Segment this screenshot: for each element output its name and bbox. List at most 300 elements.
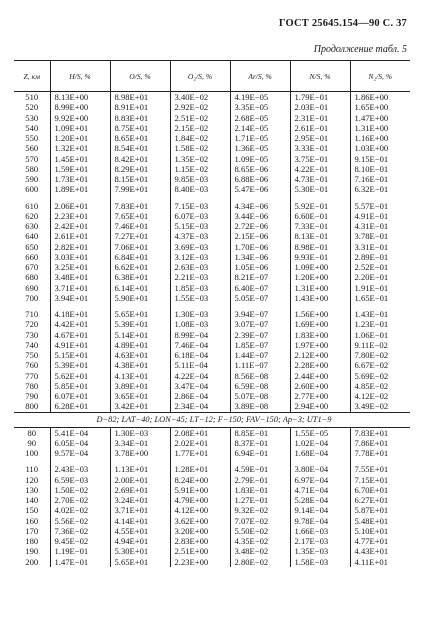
value-cell: 1.85E−03 [170,283,230,293]
value-cell: 6.88E−06 [230,174,290,184]
value-cell: 1.71E−05 [230,133,290,143]
table-row [14,283,410,293]
table-row [14,319,410,329]
table-row [14,154,410,164]
altitude-cell: 170 [25,525,39,536]
value-cell: 4.22E−04 [170,371,230,381]
value-cell: 2.02E+01 [170,438,230,448]
altitude-cell: 130 [25,484,39,495]
value-cell: 8.37E−01 [230,438,290,448]
value-cell: 7.86E+01 [350,438,410,448]
value-cell: 1.30E−03 [110,427,170,438]
column-header: O/S, % [110,61,170,92]
value-cell: 1.69E+00 [290,319,350,329]
value-cell: 5.15E+01 [50,350,110,360]
parameters-row [14,412,410,427]
value-cell: 1.50E−02 [50,485,110,495]
value-cell: 2.61E−01 [290,123,350,133]
table-row [14,371,410,381]
table-row [14,221,410,231]
altitude-cell: 750 [25,350,39,360]
value-cell: 5.47E−06 [230,184,290,194]
table-row [14,526,410,536]
value-cell: 1.47E+00 [350,113,410,123]
table-row [14,464,410,474]
data-table [14,60,410,567]
value-cell: 8.75E+01 [110,123,170,133]
value-cell: 5.65E+01 [110,309,170,319]
altitude-cell: 630 [25,221,39,231]
column-header: Z, км [14,61,50,92]
value-cell: 7.46E+01 [110,221,170,231]
value-cell: 3.49E−02 [350,401,410,412]
altitude-cell: 650 [25,241,39,252]
value-cell: 1.91E−01 [350,283,410,293]
value-cell: 2.23E+01 [50,211,110,221]
value-cell: 7.06E+01 [110,242,170,252]
value-cell: 2.52E−01 [350,262,410,272]
value-cell: 1.45E+01 [50,154,110,164]
value-cell: 2.28E+00 [290,360,350,370]
value-cell: 2.44E+00 [290,371,350,381]
value-cell: 2.17E−03 [290,536,350,546]
value-cell: 7.55E+01 [350,464,410,474]
value-cell: 8.40E−03 [170,184,230,194]
value-cell: 3.94E+01 [50,293,110,303]
altitude-cell: 80 [27,427,37,438]
altitude-cell: 150 [25,505,39,516]
value-cell: 4.35E−02 [230,536,290,546]
value-cell: 1.84E−02 [170,133,230,143]
value-cell: 4.94E+01 [110,536,170,546]
value-cell: 1.09E+00 [290,262,350,272]
value-cell: 7.46E−04 [170,340,230,350]
value-cell: 4.91E+01 [50,340,110,350]
altitude-cell: 620 [25,210,39,221]
value-cell: 1.77E+01 [170,448,230,458]
value-cell: 4.79E+00 [170,495,230,505]
column-header: H/S, % [50,61,110,92]
value-cell: 1.19E−01 [50,546,110,556]
altitude-cell: 510 [25,92,39,102]
value-cell: 1.35E−02 [170,154,230,164]
value-cell: 4.73E−01 [290,174,350,184]
value-cell: 8.98E+01 [110,92,170,103]
value-cell: 9.11E−02 [350,340,410,350]
value-cell: 6.62E+01 [110,262,170,272]
value-cell: 6.84E+01 [110,252,170,262]
altitude-cell: 570 [25,153,39,164]
value-cell: 1.08E−03 [170,319,230,329]
table-row [14,330,410,340]
value-cell: 6.60E−01 [290,211,350,221]
value-cell: 3.71E+01 [110,505,170,515]
value-cell: 8.65E+01 [110,133,170,143]
altitude-cell: 200 [25,556,39,567]
value-cell: 7.83E+01 [110,201,170,211]
value-cell: 3.07E−07 [230,319,290,329]
table-row [14,102,410,112]
value-cell: 5.05E−07 [230,293,290,303]
value-cell: 6.67E−02 [350,360,410,370]
value-cell: 2.43E−03 [50,464,110,474]
value-cell: 1.31E+00 [290,283,350,293]
value-cell: 6.18E−04 [170,350,230,360]
altitude-cell: 770 [25,370,39,381]
table-row [14,485,410,495]
value-cell: 4.37E−03 [170,231,230,241]
value-cell: 2.89E−01 [350,252,410,262]
value-cell: 6.40E−07 [230,283,290,293]
value-cell: 6.97E−04 [290,475,350,485]
value-cell: 4.77E+01 [350,536,410,546]
value-cell: 1.20E+01 [50,133,110,143]
value-cell: 2.14E−05 [230,123,290,133]
value-cell: 9.93E−01 [290,252,350,262]
value-cell: 2.15E−02 [170,123,230,133]
value-cell: 1.32E+01 [50,143,110,153]
value-cell: 8.54E+01 [110,143,170,153]
value-cell: 2.03E−01 [290,102,350,112]
table-row [14,448,410,458]
value-cell: 5.30E−01 [290,184,350,194]
table-row [14,505,410,515]
value-cell: 5.39E+01 [110,319,170,329]
value-cell: 1.27E−01 [230,495,290,505]
value-cell: 2.92E−02 [170,102,230,112]
value-cell: 1.66E−03 [290,526,350,536]
value-cell: 3.78E+00 [110,448,170,458]
table-row [14,201,410,211]
value-cell: 1.31E+00 [350,123,410,133]
value-cell: 2.39E−07 [230,330,290,340]
value-cell: 4.22E−01 [290,164,350,174]
value-cell: 2.94E+00 [290,401,350,412]
table-row [14,546,410,556]
value-cell: 3.20E+00 [170,526,230,536]
value-cell: 6.94E−01 [230,448,290,458]
value-cell: 3.25E+01 [50,262,110,272]
value-cell: 5.39E+01 [50,360,110,370]
value-cell: 1.68E−04 [290,448,350,458]
value-cell: 9.78E−04 [290,516,350,526]
value-cell: 5.57E−01 [350,201,410,211]
table-row [14,92,410,103]
value-cell: 8.56E−08 [230,371,290,381]
value-cell: 1.55E−03 [170,293,230,303]
altitude-cell: 600 [25,184,39,195]
altitude-cell: 90 [27,437,37,448]
value-cell: 5.07E−08 [230,391,290,401]
table-row [14,133,410,143]
value-cell: 5.28E−04 [290,495,350,505]
value-cell: 3.62E+00 [170,516,230,526]
altitude-cell: 180 [25,536,39,546]
table-row [14,262,410,272]
value-cell: 1.85E−07 [230,340,290,350]
altitude-cell: 780 [25,380,39,391]
value-cell: 8.99E−04 [170,330,230,340]
value-cell: 1.30E−03 [170,309,230,319]
table-row [14,516,410,526]
value-cell: 8.15E+01 [110,174,170,184]
value-cell: 1.28E+01 [170,464,230,474]
value-cell: 3.44E−06 [230,211,290,221]
value-cell: 8.85E−01 [230,427,290,438]
value-cell: 5.65E+01 [110,557,170,567]
value-cell: 2.31E−01 [290,113,350,123]
value-cell: 7.15E+01 [350,475,410,485]
value-cell: 2.08E+01 [170,427,230,438]
value-cell: 1.43E−01 [350,309,410,319]
value-cell: 3.94E−07 [230,309,290,319]
value-cell: 6.14E+01 [110,283,170,293]
value-cell: 2.83E+00 [170,536,230,546]
column-header: O₂/S, % [170,61,230,92]
value-cell: 4.02E−02 [50,505,110,515]
value-cell: 1.59E+01 [50,164,110,174]
value-cell: 3.34E−01 [110,438,170,448]
value-cell: 6.70E+01 [350,485,410,495]
value-cell: 6.59E−08 [230,381,290,391]
altitude-cell: 530 [25,112,39,123]
value-cell: 7.65E+01 [110,211,170,221]
table-row [14,164,410,174]
value-cell: 2.23E+00 [170,557,230,567]
table-row [14,381,410,391]
value-cell: 2.20E−01 [350,272,410,282]
value-cell: 5.92E−01 [290,201,350,211]
value-cell: 1.13E+01 [110,464,170,474]
table-row [14,242,410,252]
value-cell: 5.30E+01 [110,546,170,556]
value-cell: 1.79E−01 [290,92,350,103]
value-cell: 1.09E−05 [230,154,290,164]
table-row [14,495,410,505]
value-cell: 4.67E+01 [50,330,110,340]
value-cell: 6.07E−03 [170,211,230,221]
value-cell: 8.13E−01 [290,231,350,241]
altitude-cell: 160 [25,515,39,526]
value-cell: 3.31E−01 [350,242,410,252]
value-cell: 2.95E−01 [290,133,350,143]
value-cell: 8.65E−06 [230,164,290,174]
altitude-cell: 610 [25,200,39,211]
value-cell: 7.83E+01 [350,427,410,438]
altitude-cell: 100 [25,448,39,458]
value-cell: 5.15E−03 [170,221,230,231]
value-cell: 3.65E+01 [110,391,170,401]
table-row [14,143,410,153]
table-header-row [14,61,410,92]
value-cell: 8.98E−01 [290,242,350,252]
column-header: N/S, % [290,61,350,92]
altitude-cell: 520 [25,102,39,113]
value-cell: 1.89E+01 [50,184,110,194]
value-cell: 2.86E−04 [170,391,230,401]
parameters-text: D−82; LAT−40; LON−45; LT−12; F−150; FAV−150; Ap−3; UT1−9 [14,412,410,427]
value-cell: 1.06E−01 [350,330,410,340]
value-cell: 1.36E−05 [230,143,290,153]
altitude-cell: 790 [25,391,39,401]
value-cell: 2.60E+00 [290,381,350,391]
value-cell: 5.56E−02 [50,516,110,526]
table-row [14,438,410,448]
value-cell: 5.10E+01 [350,526,410,536]
value-cell: 6.28E+01 [50,401,110,412]
value-cell: 2.69E+01 [110,485,170,495]
value-cell: 2.51E−02 [170,113,230,123]
value-cell: 2.68E−05 [230,113,290,123]
table-row [14,211,410,221]
table-row [14,309,410,319]
altitude-cell: 590 [25,174,39,184]
value-cell: 2.21E−03 [170,272,230,282]
value-cell: 1.23E−01 [350,319,410,329]
value-cell: 2.42E+01 [50,221,110,231]
value-cell: 4.31E−01 [350,221,410,231]
value-cell: 2.72E−06 [230,221,290,231]
value-cell: 8.13E+00 [50,92,110,103]
value-cell: 3.71E+01 [50,283,110,293]
altitude-cell: 720 [25,319,39,330]
value-cell: 9.85E−03 [170,174,230,184]
value-cell: 4.43E+01 [350,546,410,556]
value-cell: 4.55E+01 [110,526,170,536]
value-cell: 3.80E−04 [290,464,350,474]
value-cell: 3.75E−01 [290,154,350,164]
altitude-cell: 690 [25,282,39,293]
altitude-cell: 190 [25,546,39,557]
altitude-cell: 640 [25,231,39,242]
value-cell: 1.65E+00 [350,102,410,112]
value-cell: 9.57E−04 [50,448,110,458]
value-cell: 4.18E+01 [50,309,110,319]
value-cell: 2.80E−02 [230,557,290,567]
value-cell: 3.47E−04 [170,381,230,391]
value-cell: 8.10E−01 [350,164,410,174]
value-cell: 9.32E−02 [230,505,290,515]
value-cell: 5.14E+01 [110,330,170,340]
table-row [14,184,410,194]
value-cell: 6.27E+01 [350,495,410,505]
value-cell: 1.16E+00 [350,133,410,143]
table-row [14,340,410,350]
value-cell: 5.91E+00 [170,485,230,495]
value-cell: 1.73E+01 [50,174,110,184]
value-cell: 3.89E−08 [230,401,290,412]
value-cell: 1.58E−03 [290,557,350,567]
value-cell: 3.12E−03 [170,252,230,262]
value-cell: 2.61E+01 [50,231,110,241]
value-cell: 3.78E−01 [350,231,410,241]
value-cell: 1.05E−06 [230,262,290,272]
table-row [14,272,410,282]
altitude-cell: 670 [25,262,39,272]
value-cell: 1.55E−05 [290,427,350,438]
value-cell: 5.50E−02 [230,526,290,536]
value-cell: 8.91E+01 [110,102,170,112]
value-cell: 5.48E+01 [350,516,410,526]
value-cell: 1.35E−03 [290,546,350,556]
value-cell: 8.24E+00 [170,475,230,485]
value-cell: 8.21E−07 [230,272,290,282]
value-cell: 3.42E+01 [110,401,170,412]
value-cell: 9.45E−02 [50,536,110,546]
altitude-cell: 680 [25,272,39,283]
altitude-cell: 700 [25,292,39,303]
value-cell: 1.02E−04 [290,438,350,448]
table-row [14,252,410,262]
altitude-cell: 140 [25,495,39,505]
value-cell: 5.11E−04 [170,360,230,370]
value-cell: 3.69E−03 [170,242,230,252]
value-cell: 1.56E+00 [290,309,350,319]
altitude-cell: 110 [25,464,39,475]
value-cell: 1.15E−02 [170,164,230,174]
value-cell: 8.42E+01 [110,154,170,164]
value-cell: 2.12E+00 [290,350,350,360]
value-cell: 4.12E−02 [350,391,410,401]
value-cell: 4.12E+00 [170,505,230,515]
value-cell: 3.24E+01 [110,495,170,505]
altitude-cell: 120 [25,474,39,485]
value-cell: 9.14E−04 [290,505,350,515]
table-row [14,391,410,401]
value-cell: 3.48E−02 [230,546,290,556]
value-cell: 1.86E+00 [350,92,410,103]
value-cell: 4.34E−06 [230,201,290,211]
value-cell: 3.33E−01 [290,143,350,153]
value-cell: 8.99E+00 [50,102,110,112]
value-cell: 5.87E+01 [350,505,410,515]
value-cell: 7.15E−03 [170,201,230,211]
value-cell: 7.16E−01 [350,174,410,184]
value-cell: 1.44E−07 [230,350,290,360]
table-row [14,123,410,133]
altitude-cell: 740 [25,339,39,350]
value-cell: 2.70E−02 [50,495,110,505]
value-cell: 3.40E−02 [170,92,230,103]
value-cell: 1.03E+00 [350,143,410,153]
value-cell: 7.99E+01 [110,184,170,194]
value-cell: 4.13E+01 [110,371,170,381]
value-cell: 1.20E+00 [290,272,350,282]
altitude-cell: 550 [25,133,39,143]
altitude-cell: 800 [25,401,39,412]
value-cell: 7.36E−02 [50,526,110,536]
value-cell: 2.00E+01 [110,475,170,485]
altitude-cell: 660 [25,251,39,262]
value-cell: 2.15E−06 [230,231,290,241]
column-header: N₂/S, % [350,61,410,92]
value-cell: 1.11E−07 [230,360,290,370]
value-cell: 4.38E+01 [110,360,170,370]
table-row [14,293,410,303]
value-cell: 7.78E+01 [350,448,410,458]
value-cell: 5.41E−04 [50,427,110,438]
value-cell: 1.83E−01 [230,485,290,495]
value-cell: 3.48E+01 [50,272,110,282]
value-cell: 8.83E+01 [110,113,170,123]
value-cell: 1.58E−02 [170,143,230,153]
value-cell: 1.65E−01 [350,293,410,303]
value-cell: 4.14E+01 [110,516,170,526]
value-cell: 9.15E−01 [350,154,410,164]
value-cell: 7.07E−02 [230,516,290,526]
altitude-cell: 760 [25,360,39,371]
value-cell: 3.89E+01 [110,381,170,391]
